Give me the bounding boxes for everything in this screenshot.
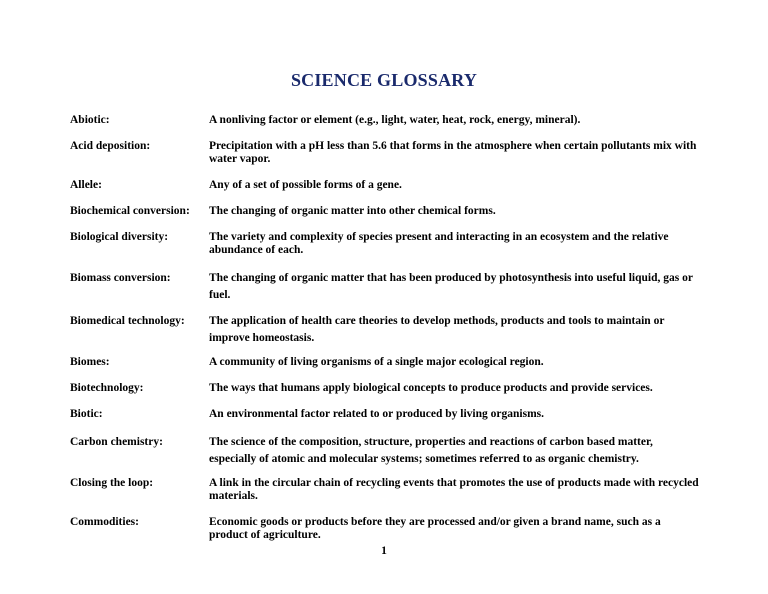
glossary-term: Closing the loop: xyxy=(70,477,154,489)
glossary-definition: An environmental factor related to or produced by living organisms. xyxy=(209,408,544,420)
glossary-entry-allele xyxy=(70,179,700,192)
glossary-definition: A link in the circular chain of recycling events that promotes the use of products made with recycled materials. xyxy=(209,477,699,502)
glossary-term: Allele: xyxy=(70,179,102,191)
glossary-term: Biochemical conversion: xyxy=(70,205,190,217)
glossary-definition: The changing of organic matter into other chemical forms. xyxy=(209,205,496,217)
glossary-term: Carbon chemistry: xyxy=(70,436,163,448)
glossary-entry-biological-diversity xyxy=(70,231,700,257)
page-number: 1 xyxy=(381,545,387,557)
glossary-definition: Economic goods or products before they are processed and/or given a brand name, such as a product of agriculture. xyxy=(209,516,661,541)
glossary-definition: The application of health care theories to develop methods, products and tools to maintain or improve homeostasis. xyxy=(209,315,665,344)
glossary-definition: A community of living organisms of a single major ecological region. xyxy=(209,356,544,368)
glossary-definition: The ways that humans apply biological concepts to produce products and provide services. xyxy=(209,382,653,394)
glossary-list xyxy=(70,114,700,555)
glossary-entry-closing-the-loop xyxy=(70,477,700,503)
glossary-definition: The changing of organic matter that has been produced by photosynthesis into useful liquid, gas or fuel. xyxy=(209,272,693,301)
glossary-entry-biotic xyxy=(70,408,700,421)
glossary-term: Acid deposition: xyxy=(70,140,151,152)
glossary-definition: The science of the composition, structure, properties and reactions of carbon based matter, especially of atomic and molecular systems; sometimes referred to as organic chemistry. xyxy=(209,436,653,465)
glossary-definition: The variety and complexity of species present and interacting in an ecosystem and the relative abundance of each. xyxy=(209,231,669,256)
glossary-entry-carbon-chemistry xyxy=(70,434,700,468)
glossary-term: Biomass conversion: xyxy=(70,272,171,284)
glossary-definition: A nonliving factor or element (e.g., light, water, heat, rock, energy, mineral). xyxy=(209,114,581,126)
glossary-entry-biomass-conversion xyxy=(70,270,700,304)
glossary-entry-biotechnology xyxy=(70,382,700,395)
glossary-term: Biomes: xyxy=(70,356,110,368)
glossary-entry-biochemical-conversion xyxy=(70,205,700,218)
glossary-term: Biotic: xyxy=(70,408,103,420)
glossary-definition: Any of a set of possible forms of a gene. xyxy=(209,179,402,191)
glossary-term: Commodities: xyxy=(70,516,139,528)
glossary-entry-commodities xyxy=(70,516,700,542)
glossary-term: Biomedical technology: xyxy=(70,315,185,327)
glossary-entry-abiotic xyxy=(70,114,700,127)
glossary-entry-biomes xyxy=(70,356,700,369)
glossary-entry-biomedical-technology xyxy=(70,313,700,347)
glossary-term: Abiotic: xyxy=(70,114,110,126)
glossary-definition: Precipitation with a pH less than 5.6 that forms in the atmosphere when certain pollutants mix with water vapor. xyxy=(209,140,697,165)
glossary-term: Biological diversity: xyxy=(70,231,169,243)
glossary-term: Biotechnology: xyxy=(70,382,144,394)
page-title: SCIENCE GLOSSARY xyxy=(290,70,478,90)
glossary-entry-acid-deposition xyxy=(70,140,700,166)
